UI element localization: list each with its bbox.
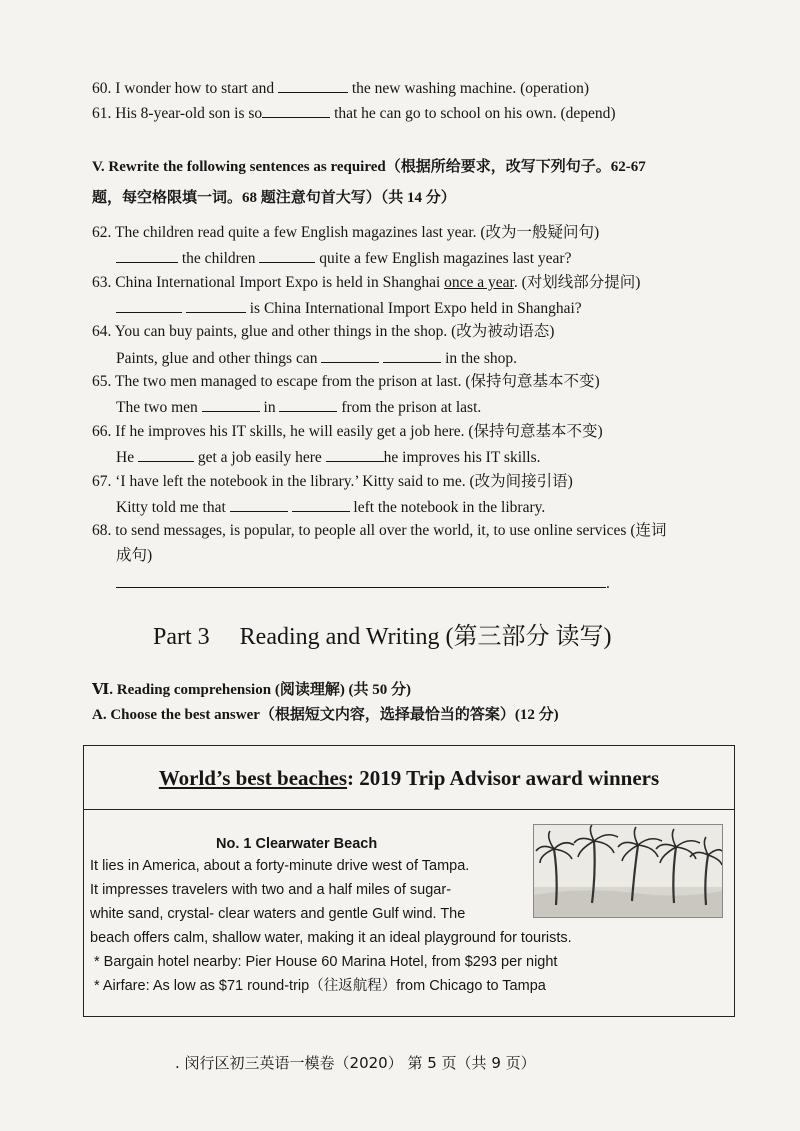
question-61: 61. His 8-year-old son is so that he can go to school on his own. (depend) bbox=[92, 105, 616, 122]
passage-line: It impresses travelers with two and a half miles of sugar- bbox=[90, 882, 452, 898]
answer-blank[interactable] bbox=[259, 248, 315, 263]
question-67-fill: Kitty told me that left the notebook in the library. bbox=[116, 499, 546, 516]
question-65-fill: The two men in from the prison at last. bbox=[116, 399, 482, 416]
answer-blank[interactable] bbox=[186, 298, 246, 313]
answer-blank[interactable] bbox=[321, 348, 379, 363]
answer-blank[interactable] bbox=[262, 103, 330, 118]
beach-heading: No. 1 Clearwater Beach bbox=[216, 836, 378, 852]
question-64: 64. You can buy paints, glue and other things in the shop. (改为被动语态) bbox=[92, 323, 555, 340]
answer-blank[interactable] bbox=[138, 447, 194, 462]
reading-passage-box bbox=[83, 745, 735, 1017]
question-66: 66. If he improves his IT skills, he will easily get a job here. (保持句意基本不变) bbox=[92, 423, 603, 440]
section-6-title: Ⅵ. Reading comprehension (阅读理解) (共 50 分) bbox=[92, 682, 412, 698]
question-66-fill: He get a job easily here he improves his IT skills. bbox=[116, 449, 541, 466]
answer-blank[interactable] bbox=[278, 78, 348, 93]
question-60: 60. I wonder how to start and the new washing machine. (operation) bbox=[92, 80, 589, 97]
question-62-fill: the children quite a few English magazines last year? bbox=[116, 248, 571, 269]
answer-blank[interactable] bbox=[292, 497, 350, 512]
answer-blank[interactable] bbox=[383, 348, 441, 363]
section-6-subtitle: A. Choose the best answer（根据短文内容，选择最恰当的答案）(12 分) bbox=[92, 707, 559, 723]
underlined-phrase: once a year bbox=[444, 274, 514, 291]
beach-palm-trees-image bbox=[533, 824, 723, 918]
passage-line: It lies in America, about a forty-minute drive west of Tampa. bbox=[90, 858, 470, 874]
passage-bullet: * Airfare: As low as $71 round-trip（往返航程）from Chicago to Tampa bbox=[94, 978, 546, 994]
page-footer: . 闵行区初三英语一模卷（2020） 第 5 页（共 9 页） bbox=[175, 1054, 536, 1072]
question-68: 68. to send messages, is popular, to people all over the world, it, to use online services (连词 bbox=[92, 522, 667, 539]
answer-blank[interactable] bbox=[326, 447, 384, 462]
answer-blank[interactable] bbox=[116, 248, 178, 263]
passage-line: white sand, crystal- clear waters and gentle Gulf wind. The bbox=[90, 906, 466, 922]
section-5-title-cont: 题，每空格限填一词。68 题注意句首大写）（共 14 分） bbox=[92, 190, 456, 206]
answer-blank[interactable] bbox=[116, 298, 182, 313]
question-64-fill: Paints, glue and other things can in the shop. bbox=[116, 350, 517, 367]
answer-blank[interactable] bbox=[279, 397, 337, 412]
question-67: 67. ‘I have left the notebook in the library.’ Kitty said to me. (改为间接引语) bbox=[92, 473, 573, 490]
palm-tree-illustration bbox=[534, 825, 722, 917]
passage-title: World’s best beaches: 2019 Trip Advisor award winners bbox=[84, 746, 734, 810]
answer-blank[interactable] bbox=[230, 497, 288, 512]
question-63: 63. China International Import Expo is held in Shanghai once a year. (对划线部分提问) bbox=[92, 274, 641, 291]
section-5-title: V. Rewrite the following sentences as required（根据所给要求，改写下列句子。62-67 bbox=[92, 159, 646, 175]
answer-blank[interactable] bbox=[202, 397, 260, 412]
question-68-answer-line: . bbox=[116, 573, 610, 594]
part-3-heading: Part 3 Reading and Writing (第三部分 读写) bbox=[153, 624, 612, 650]
question-62: 62. The children read quite a few English magazines last year. (改为一般疑问句) bbox=[92, 224, 600, 241]
answer-blank[interactable] bbox=[116, 573, 606, 588]
question-68-cont: 成句) bbox=[116, 547, 153, 564]
question-65: 65. The two men managed to escape from the prison at last. (保持句意基本不变) bbox=[92, 373, 600, 390]
passage-line: beach offers calm, shallow water, making it an ideal playground for tourists. bbox=[90, 930, 572, 946]
passage-bullet: * Bargain hotel nearby: Pier House 60 Marina Hotel, from $293 per night bbox=[94, 954, 558, 970]
question-63-fill: is China International Import Expo held in Shanghai? bbox=[116, 298, 582, 319]
